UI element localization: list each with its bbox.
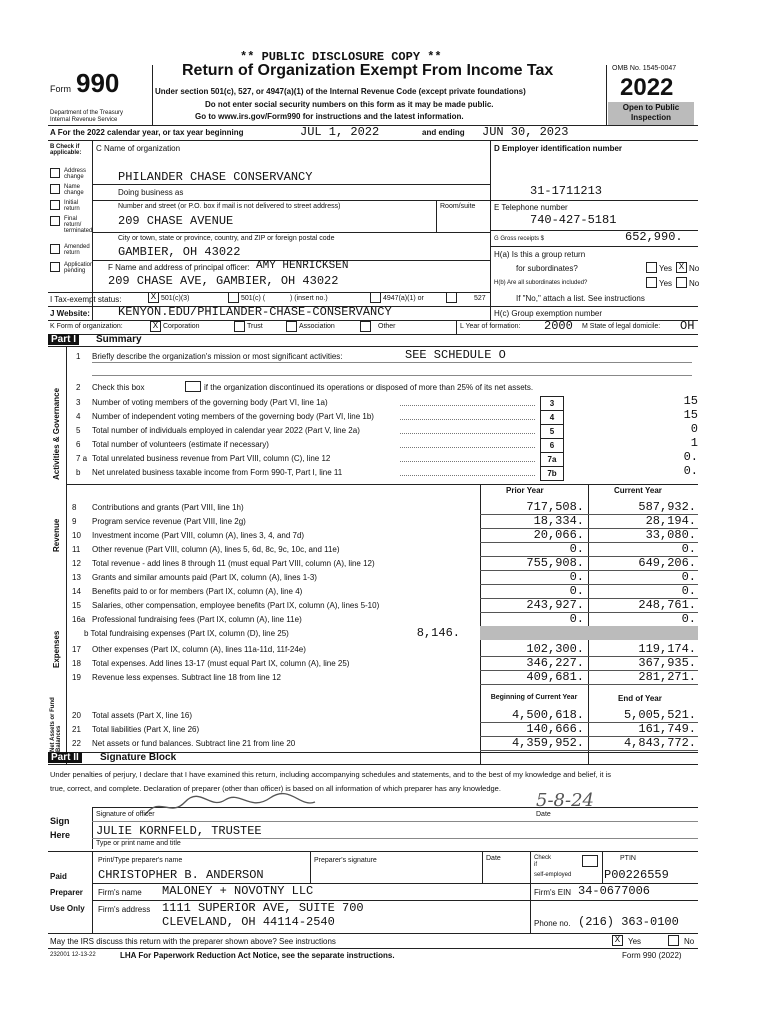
- other-label: Other: [378, 323, 396, 330]
- corporation-label: Corporation: [163, 323, 200, 330]
- name-change-checkbox[interactable]: [50, 184, 60, 194]
- row-prior: 243,927.: [526, 598, 584, 612]
- signature-label: Signature of officer: [96, 811, 155, 818]
- preparer-name: CHRISTOPHER B. ANDERSON: [98, 868, 264, 882]
- line16b-label: b Total fundraising expenses (Part IX, column (D), line 25): [84, 629, 289, 638]
- ending-label: and ending: [422, 128, 465, 137]
- firm-address-2: CLEVELAND, OH 44114-2540: [162, 915, 335, 929]
- row-label: Total assets (Part X, line 16): [92, 711, 193, 720]
- discuss-no-checkbox[interactable]: [668, 935, 679, 946]
- row-current: 119,174.: [638, 642, 696, 656]
- irs-discuss-question: May the IRS discuss this return with the preparer shown above? See instructions: [50, 937, 336, 946]
- corporation-checkbox[interactable]: X: [150, 321, 161, 332]
- firm-address-label: Firm's address: [98, 905, 151, 914]
- check-label: Check: [534, 855, 552, 861]
- phone-label: E Telephone number: [494, 203, 568, 212]
- row-num: 20: [72, 711, 81, 720]
- form-label: Form: [50, 84, 71, 94]
- gov-line-box: 4: [540, 410, 564, 425]
- row-num: 14: [72, 587, 81, 596]
- line16b-value: 8,146.: [416, 626, 460, 640]
- row-prior: 409,681.: [526, 670, 584, 684]
- ha-no-checkbox[interactable]: X: [676, 262, 687, 273]
- side-activities-governance: Activities & Governance: [52, 387, 61, 480]
- ha-no-label: No: [689, 264, 700, 273]
- row-num: 15: [72, 601, 81, 610]
- self-employed-checkbox[interactable]: [582, 855, 598, 867]
- row-label: Professional fundraising fees (Part IX, column (A), line 11e): [92, 615, 302, 624]
- ssn-warning: Do not enter social security numbers on this form as it may be made public.: [205, 100, 494, 109]
- 4947-checkbox[interactable]: [370, 292, 381, 303]
- 4947-label: 4947(a)(1) or: [383, 295, 424, 302]
- officer-address: 209 CHASE AVE, GAMBIER, OH 43022: [108, 274, 339, 288]
- row-num: 13: [72, 573, 81, 582]
- row-prior: 0.: [569, 612, 584, 626]
- row-prior: 20,066.: [533, 528, 584, 542]
- lha-notice: LHA For Paperwork Reduction Act Notice, see the separate instructions.: [120, 951, 395, 960]
- line-a-label: A For the 2022 calendar year, or tax year beginning: [50, 128, 244, 137]
- line1-label: Briefly describe the organization's mission or most significant activities:: [92, 352, 343, 361]
- address-change-checkbox[interactable]: [50, 168, 60, 178]
- street-label: Number and street (or P.O. box if mail is not delivered to street address): [118, 203, 341, 210]
- amended-return-label: Amended return: [64, 244, 90, 256]
- gov-line-num: 6: [76, 440, 81, 449]
- officer-signature: [140, 790, 320, 820]
- ptin: P00226559: [604, 868, 669, 882]
- row-prior: 18,334.: [533, 514, 584, 528]
- row-current: 0.: [681, 570, 696, 584]
- hb-yes-label: Yes: [659, 279, 673, 288]
- dba-label: Doing business as: [118, 188, 184, 197]
- row-prior: 717,508.: [526, 500, 584, 514]
- website-label: J Website:: [50, 309, 90, 318]
- initial-return-checkbox[interactable]: [50, 200, 60, 210]
- mission-value: SEE SCHEDULE O: [405, 348, 506, 362]
- row-label: Total liabilities (Part X, line 26): [92, 725, 200, 734]
- gov-line-num: 3: [76, 398, 81, 407]
- row-label: Investment income (Part VIII, column (A), lines 3, 4, and 7d): [92, 531, 305, 540]
- gross-receipts: 652,990.: [625, 230, 683, 244]
- amended-return-checkbox[interactable]: [50, 244, 60, 254]
- row-num: 16a: [72, 615, 86, 624]
- year-formation-label: L Year of formation:: [460, 323, 521, 330]
- gov-line-label: Number of voting members of the governing body (Part VI, line 1a): [92, 398, 328, 407]
- row-num: 10: [72, 531, 81, 540]
- gov-line-num: 5: [76, 426, 81, 435]
- row-label: Revenue less expenses. Subtract line 18 from line 12: [92, 673, 281, 682]
- final-return-label: Final return/ terminated: [64, 216, 93, 234]
- public-disclosure-copy: ** PUBLIC DISCLOSURE COPY **: [240, 50, 442, 64]
- 501c3-checkbox[interactable]: X: [148, 292, 159, 303]
- gov-line-box: 6: [540, 438, 564, 453]
- row-prior: 4,359,952.: [511, 736, 584, 750]
- 501c-checkbox[interactable]: [228, 292, 239, 303]
- name-change-label: Name change: [64, 184, 84, 196]
- org-name-label: C Name of organization: [96, 144, 181, 153]
- side-revenue: Revenue: [52, 518, 61, 552]
- row-label: Other expenses (Part IX, column (A), lines 11a-11d, 11f-24e): [92, 645, 306, 654]
- row-label: Benefits paid to or for members (Part IX, column (A), line 4): [92, 587, 303, 596]
- tax-year-begin: JUL 1, 2022: [300, 125, 380, 139]
- row-prior: 4,500,618.: [511, 708, 584, 722]
- type-name-label: Type or print name and title: [96, 840, 181, 847]
- firm-ein: 34-0677006: [578, 884, 651, 898]
- side-net-assets: Net Assets or Fund Balances: [50, 697, 62, 752]
- row-current: 0.: [681, 584, 696, 598]
- line2-label: Check this box: [92, 383, 145, 392]
- row-current: 281,271.: [638, 670, 696, 684]
- row-current: 28,194.: [645, 514, 696, 528]
- col-current-year: Current Year: [614, 486, 662, 495]
- final-return-checkbox[interactable]: [50, 216, 60, 226]
- row-label: Total expenses. Add lines 13-17 (must equal Part IX, column (A), line 25): [92, 659, 350, 668]
- col-prior-year: Prior Year: [506, 486, 544, 495]
- row-label: Program service revenue (Part VIII, line 2g): [92, 517, 246, 526]
- hb-no-checkbox[interactable]: [676, 277, 687, 288]
- association-checkbox[interactable]: [286, 321, 297, 332]
- gov-line-label: Number of independent voting members of the governing body (Part VI, line 1b): [92, 412, 374, 421]
- tax-exempt-label: I Tax-exempt status:: [50, 295, 122, 304]
- phone: 740-427-5181: [530, 213, 617, 227]
- row-current: 248,761.: [638, 598, 696, 612]
- city: GAMBIER, OH 43022: [118, 245, 241, 259]
- 527-label: 527: [474, 295, 486, 302]
- form-of-org-label: K Form of organization:: [50, 323, 123, 330]
- trust-checkbox[interactable]: [234, 321, 245, 332]
- insert-no-label: ) (insert no.): [290, 295, 328, 302]
- officer-print-name: JULIE KORNFELD, TRUSTEE: [96, 824, 262, 838]
- firm-name: MALONEY + NOVOTNY LLC: [162, 884, 314, 898]
- perjury-statement-2: true, correct, and complete. Declaration of preparer (other than officer) is based on all information of which preparer has any knowledge.: [50, 784, 501, 793]
- gov-line-value: 15: [683, 394, 698, 408]
- row-prior: 0.: [569, 542, 584, 556]
- here-label: Here: [50, 830, 71, 840]
- omb-number: OMB No. 1545-0047: [612, 65, 677, 72]
- row-current: 587,932.: [638, 500, 696, 514]
- check-if-label: if: [534, 862, 537, 868]
- group-return-label2: for subordinates?: [516, 264, 578, 273]
- row-num: 18: [72, 659, 81, 668]
- state-domicile: OH: [680, 319, 695, 333]
- firm-phone: (216) 363-0100: [578, 915, 679, 929]
- gov-line-num: 4: [76, 412, 81, 421]
- gov-line-label: Total unrelated business revenue from Part VIII, column (C), line 12: [92, 454, 331, 463]
- city-label: City or town, state or province, country, and ZIP or foreign postal code: [118, 235, 335, 242]
- firm-phone-label: Phone no.: [534, 919, 571, 928]
- application-pending-label: Application pending: [64, 262, 94, 274]
- preparer-date-label: Date: [486, 855, 501, 862]
- row-current: 0.: [681, 612, 696, 626]
- other-checkbox[interactable]: [360, 321, 371, 332]
- row-label: Salaries, other compensation, employee benefits (Part IX, column (A), lines 5-10): [92, 601, 380, 610]
- gov-line-label: Net unrelated business taxable income from Form 990-T, Part I, line 11: [92, 468, 343, 477]
- preparer-label: Preparer: [50, 888, 83, 897]
- year-formation: 2000: [544, 319, 573, 333]
- group-return-label: H(a) Is this a group return: [494, 250, 586, 259]
- hb-yes-checkbox[interactable]: [646, 277, 657, 288]
- gov-line-box: 7a: [540, 452, 564, 467]
- line1-num: 1: [76, 352, 81, 361]
- association-label: Association: [299, 323, 335, 330]
- row-current: 5,005,521.: [623, 708, 696, 722]
- gross-receipts-label: G Gross receipts $: [494, 236, 545, 242]
- gov-line-box: 7b: [540, 466, 564, 481]
- col-end-of-year: End of Year: [618, 694, 662, 703]
- row-prior: 0.: [569, 584, 584, 598]
- officer-label: F Name and address of principal officer:: [108, 263, 250, 272]
- paid-label: Paid: [50, 872, 67, 881]
- discontinued-checkbox[interactable]: [185, 381, 201, 392]
- part2-title: Signature Block: [100, 752, 177, 763]
- trust-label: Trust: [247, 323, 263, 330]
- discuss-yes-label: Yes: [628, 937, 642, 946]
- form-title: Return of Organization Exempt From Income Tax: [182, 62, 554, 79]
- part1-tag: Part I: [48, 334, 79, 345]
- self-employed-label: self-employed: [534, 872, 572, 878]
- 527-checkbox[interactable]: [446, 292, 457, 303]
- irs-label: Internal Revenue Service: [50, 117, 118, 123]
- gov-line-label: Total number of individuals employed in calendar year 2022 (Part V, line 2a): [92, 426, 360, 435]
- state-domicile-label: M State of legal domicile:: [582, 323, 661, 330]
- form-footer: Form 990 (2022): [622, 951, 682, 960]
- form-subtitle: Under section 501(c), 527, or 4947(a)(1) of the Internal Revenue Code (except private foundations): [155, 87, 526, 96]
- ha-yes-checkbox[interactable]: [646, 262, 657, 273]
- part2-tag: Part II: [48, 752, 82, 763]
- ein: 31-1711213: [530, 184, 603, 198]
- row-num: 9: [72, 517, 77, 526]
- preparer-signature-label: Preparer's signature: [314, 857, 377, 864]
- group-exemption-label: H(c) Group exemption number: [494, 309, 603, 318]
- form-code: 232001 12-13-22: [50, 952, 96, 958]
- row-num: 11: [72, 545, 81, 554]
- row-prior: 346,227.: [526, 656, 584, 670]
- gov-line-value: 0.: [683, 450, 698, 464]
- part1-title: Summary: [96, 334, 142, 345]
- row-label: Total revenue - add lines 8 through 11 (must equal Part VIII, column (A), line 12): [92, 559, 375, 568]
- row-num: 17: [72, 645, 81, 654]
- row-num: 8: [72, 503, 77, 512]
- row-num: 12: [72, 559, 81, 568]
- gov-line-value: 0.: [683, 464, 698, 478]
- row-current: 649,206.: [638, 556, 696, 570]
- officer-name: AMY HENRICKSEN: [256, 260, 349, 272]
- gov-line-num: b: [76, 468, 81, 477]
- ha-yes-label: Yes: [659, 264, 673, 273]
- firm-ein-label: Firm's EIN: [534, 888, 572, 897]
- gov-line-num: 7 a: [76, 454, 88, 463]
- 501c-label: 501(c) (: [241, 295, 266, 302]
- side-expenses: Expenses: [52, 630, 61, 668]
- ptin-label: PTIN: [620, 855, 636, 862]
- subordinates-label: H(b) Are all subordinates included?: [494, 280, 588, 286]
- ein-label: D Employer identification number: [494, 144, 623, 153]
- line2-description: if the organization discontinued its operations or disposed of more than 25% of its net assets.: [204, 383, 534, 392]
- row-current: 161,749.: [638, 722, 696, 736]
- perjury-statement: Under penalties of perjury, I declare that I have examined this return, including accompanying schedules and statements, and to the best of my knowledge and belief, it is: [50, 770, 612, 779]
- firm-address-1: 1111 SUPERIOR AVE, SUITE 700: [162, 901, 364, 915]
- use-only-label: Use Only: [50, 904, 85, 913]
- signature-date: 5-8-24: [536, 790, 594, 811]
- col-beginning-year: Beginning of Current Year: [490, 694, 578, 701]
- row-prior: 140,666.: [526, 722, 584, 736]
- attach-list-note: If "No," attach a list. See instructions: [516, 294, 645, 303]
- dept-treasury: Department of the Treasury: [50, 110, 124, 116]
- firm-name-label: Firm's name: [98, 888, 142, 897]
- row-num: 21: [72, 725, 81, 734]
- row-label: Other revenue (Part VIII, column (A), lines 5, 6d, 8c, 9c, 10c, and 11e): [92, 545, 340, 554]
- gov-line-box: 5: [540, 424, 564, 439]
- gov-line-value: 1: [690, 436, 698, 450]
- initial-return-label: Initial return: [64, 200, 80, 212]
- gov-line-label: Total number of volunteers (estimate if necessary): [92, 440, 269, 449]
- row-label: Net assets or fund balances. Subtract line 21 from line 20: [92, 739, 296, 748]
- row-current: 33,080.: [645, 528, 696, 542]
- website[interactable]: KENYON.EDU/PHILANDER-CHASE-CONSERVANCY: [118, 305, 392, 319]
- address-change-label: Address change: [64, 168, 87, 180]
- date-label: Date: [536, 811, 551, 818]
- gov-line-value: 0: [690, 422, 698, 436]
- row-current: 0.: [681, 542, 696, 556]
- row-prior: 0.: [569, 570, 584, 584]
- tax-year: 2022: [620, 74, 674, 101]
- sign-label: Sign: [50, 816, 70, 826]
- hb-no-label: No: [689, 279, 700, 288]
- form-number: 990: [76, 68, 120, 98]
- row-num: 22: [72, 739, 81, 748]
- application-pending-checkbox[interactable]: [50, 262, 60, 272]
- line2-num: 2: [76, 383, 81, 392]
- row-label: Grants and similar amounts paid (Part IX, column (A), lines 1-3): [92, 573, 317, 582]
- 501c3-label: 501(c)(3): [161, 295, 190, 302]
- row-current: 4,843,772.: [623, 736, 696, 750]
- org-name: PHILANDER CHASE CONSERVANCY: [118, 170, 313, 184]
- discuss-yes-checkbox[interactable]: X: [612, 935, 623, 946]
- discuss-no-label: No: [684, 937, 695, 946]
- row-label: Contributions and grants (Part VIII, line 1h): [92, 503, 244, 512]
- instructions-link[interactable]: Go to www.irs.gov/Form990 for instructions and the latest information.: [195, 112, 464, 121]
- row-current: 367,935.: [638, 656, 696, 670]
- preparer-name-label: Print/Type preparer's name: [98, 857, 183, 864]
- row-num: 19: [72, 673, 81, 682]
- room-label: Room/suite: [440, 203, 476, 210]
- gov-line-value: 15: [683, 408, 698, 422]
- open-to-inspection: Open to Public Inspection: [608, 102, 694, 125]
- street-address: 209 CHASE AVENUE: [118, 214, 234, 228]
- line16b-shade: [480, 626, 698, 640]
- row-prior: 102,300.: [526, 642, 584, 656]
- tax-year-end: JUN 30, 2023: [482, 125, 569, 139]
- row-prior: 755,908.: [526, 556, 584, 570]
- gov-line-box: 3: [540, 396, 564, 411]
- b-check-label: B Check if applicable:: [50, 144, 82, 156]
